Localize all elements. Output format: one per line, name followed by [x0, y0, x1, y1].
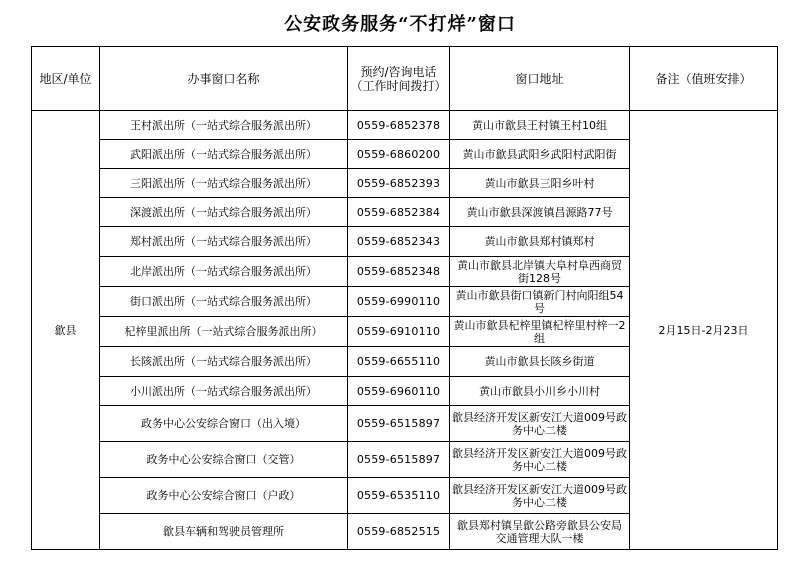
window-name-cell: 深渡派出所（一站式综合服务派出所） [100, 198, 348, 227]
header-region: 地区/单位 [32, 47, 100, 111]
window-name-cell: 三阳派出所（一站式综合服务派出所） [100, 169, 348, 198]
window-name-cell: 长陔派出所（一站式综合服务派出所） [100, 347, 348, 377]
address-cell: 歙县经济开发区新安江大道009号政务中心二楼 [450, 478, 630, 514]
address-cell: 黄山市歙县长陔乡街道 [450, 347, 630, 377]
window-name-cell: 小川派出所（一站式综合服务派出所） [100, 377, 348, 406]
address-cell: 黄山市歙县武阳乡武阳村武阳街 [450, 140, 630, 169]
window-name-cell: 北岸派出所（一站式综合服务派出所） [100, 257, 348, 287]
phone-cell: 0559-6852378 [348, 111, 450, 140]
phone-cell: 0559-6515897 [348, 406, 450, 442]
phone-cell: 0559-6515897 [348, 442, 450, 478]
address-cell: 黄山市歙县小川乡小川村 [450, 377, 630, 406]
phone-cell: 0559-6852515 [348, 514, 450, 550]
address-cell: 黄山市歙县王村镇王村10组 [450, 111, 630, 140]
page-title: 公安政务服务“不打烊”窗口 [284, 14, 516, 35]
phone-cell: 0559-6990110 [348, 287, 450, 317]
window-name-cell: 政务中心公安综合窗口（户政） [100, 478, 348, 514]
phone-cell: 0559-6910110 [348, 317, 450, 347]
address-cell: 黄山市歙县三阳乡叶村 [450, 169, 630, 198]
address-cell: 歙县郑村镇呈歙公路旁歙县公安局交通管理大队一楼 [450, 514, 630, 550]
address-cell: 黄山市歙县北岸镇大阜村阜西商贸街128号 [450, 257, 630, 287]
phone-cell: 0559-6535110 [348, 478, 450, 514]
region-cell: 歙县 [32, 111, 100, 550]
header-window-name: 办事窗口名称 [100, 47, 348, 111]
address-cell: 歙县经济开发区新安江大道009号政务中心二楼 [450, 442, 630, 478]
window-name-cell: 杞梓里派出所（一站式综合服务派出所） [100, 317, 348, 347]
window-name-cell: 街口派出所（一站式综合服务派出所） [100, 287, 348, 317]
phone-cell: 0559-6852384 [348, 198, 450, 227]
phone-cell: 0559-6860200 [348, 140, 450, 169]
window-name-cell: 政务中心公安综合窗口（交管） [100, 442, 348, 478]
window-name-cell: 政务中心公安综合窗口（出入境） [100, 406, 348, 442]
phone-cell: 0559-6852393 [348, 169, 450, 198]
table-row [32, 111, 778, 140]
window-name-cell: 王村派出所（一站式综合服务派出所） [100, 111, 348, 140]
phone-cell: 0559-6960110 [348, 377, 450, 406]
window-name-cell: 郑村派出所（一站式综合服务派出所） [100, 227, 348, 257]
address-cell: 黄山市歙县街口镇新门村向阳组54号 [450, 287, 630, 317]
header-phone: 预约/咨询电话（工作时间拨打） [348, 47, 450, 111]
table-body [32, 111, 778, 550]
header-address: 窗口地址 [450, 47, 630, 111]
address-cell: 歙县经济开发区新安江大道009号政务中心二楼 [450, 406, 630, 442]
phone-cell: 0559-6655110 [348, 347, 450, 377]
duty-schedule-cell: 2月15日-2月23日 [630, 111, 778, 550]
phone-cell: 0559-6852348 [348, 257, 450, 287]
window-name-cell: 歙县车辆和驾驶员管理所 [100, 514, 348, 550]
header-row [32, 47, 778, 111]
header-note: 备注（值班安排） [630, 47, 778, 111]
phone-cell: 0559-6852343 [348, 227, 450, 257]
service-window-table [31, 46, 778, 550]
address-cell: 黄山市歙县杞梓里镇杞梓里村梓一2组 [450, 317, 630, 347]
address-cell: 黄山市歙县郑村镇郑村 [450, 227, 630, 257]
window-name-cell: 武阳派出所（一站式综合服务派出所） [100, 140, 348, 169]
address-cell: 黄山市歙县深渡镇昌源路77号 [450, 198, 630, 227]
